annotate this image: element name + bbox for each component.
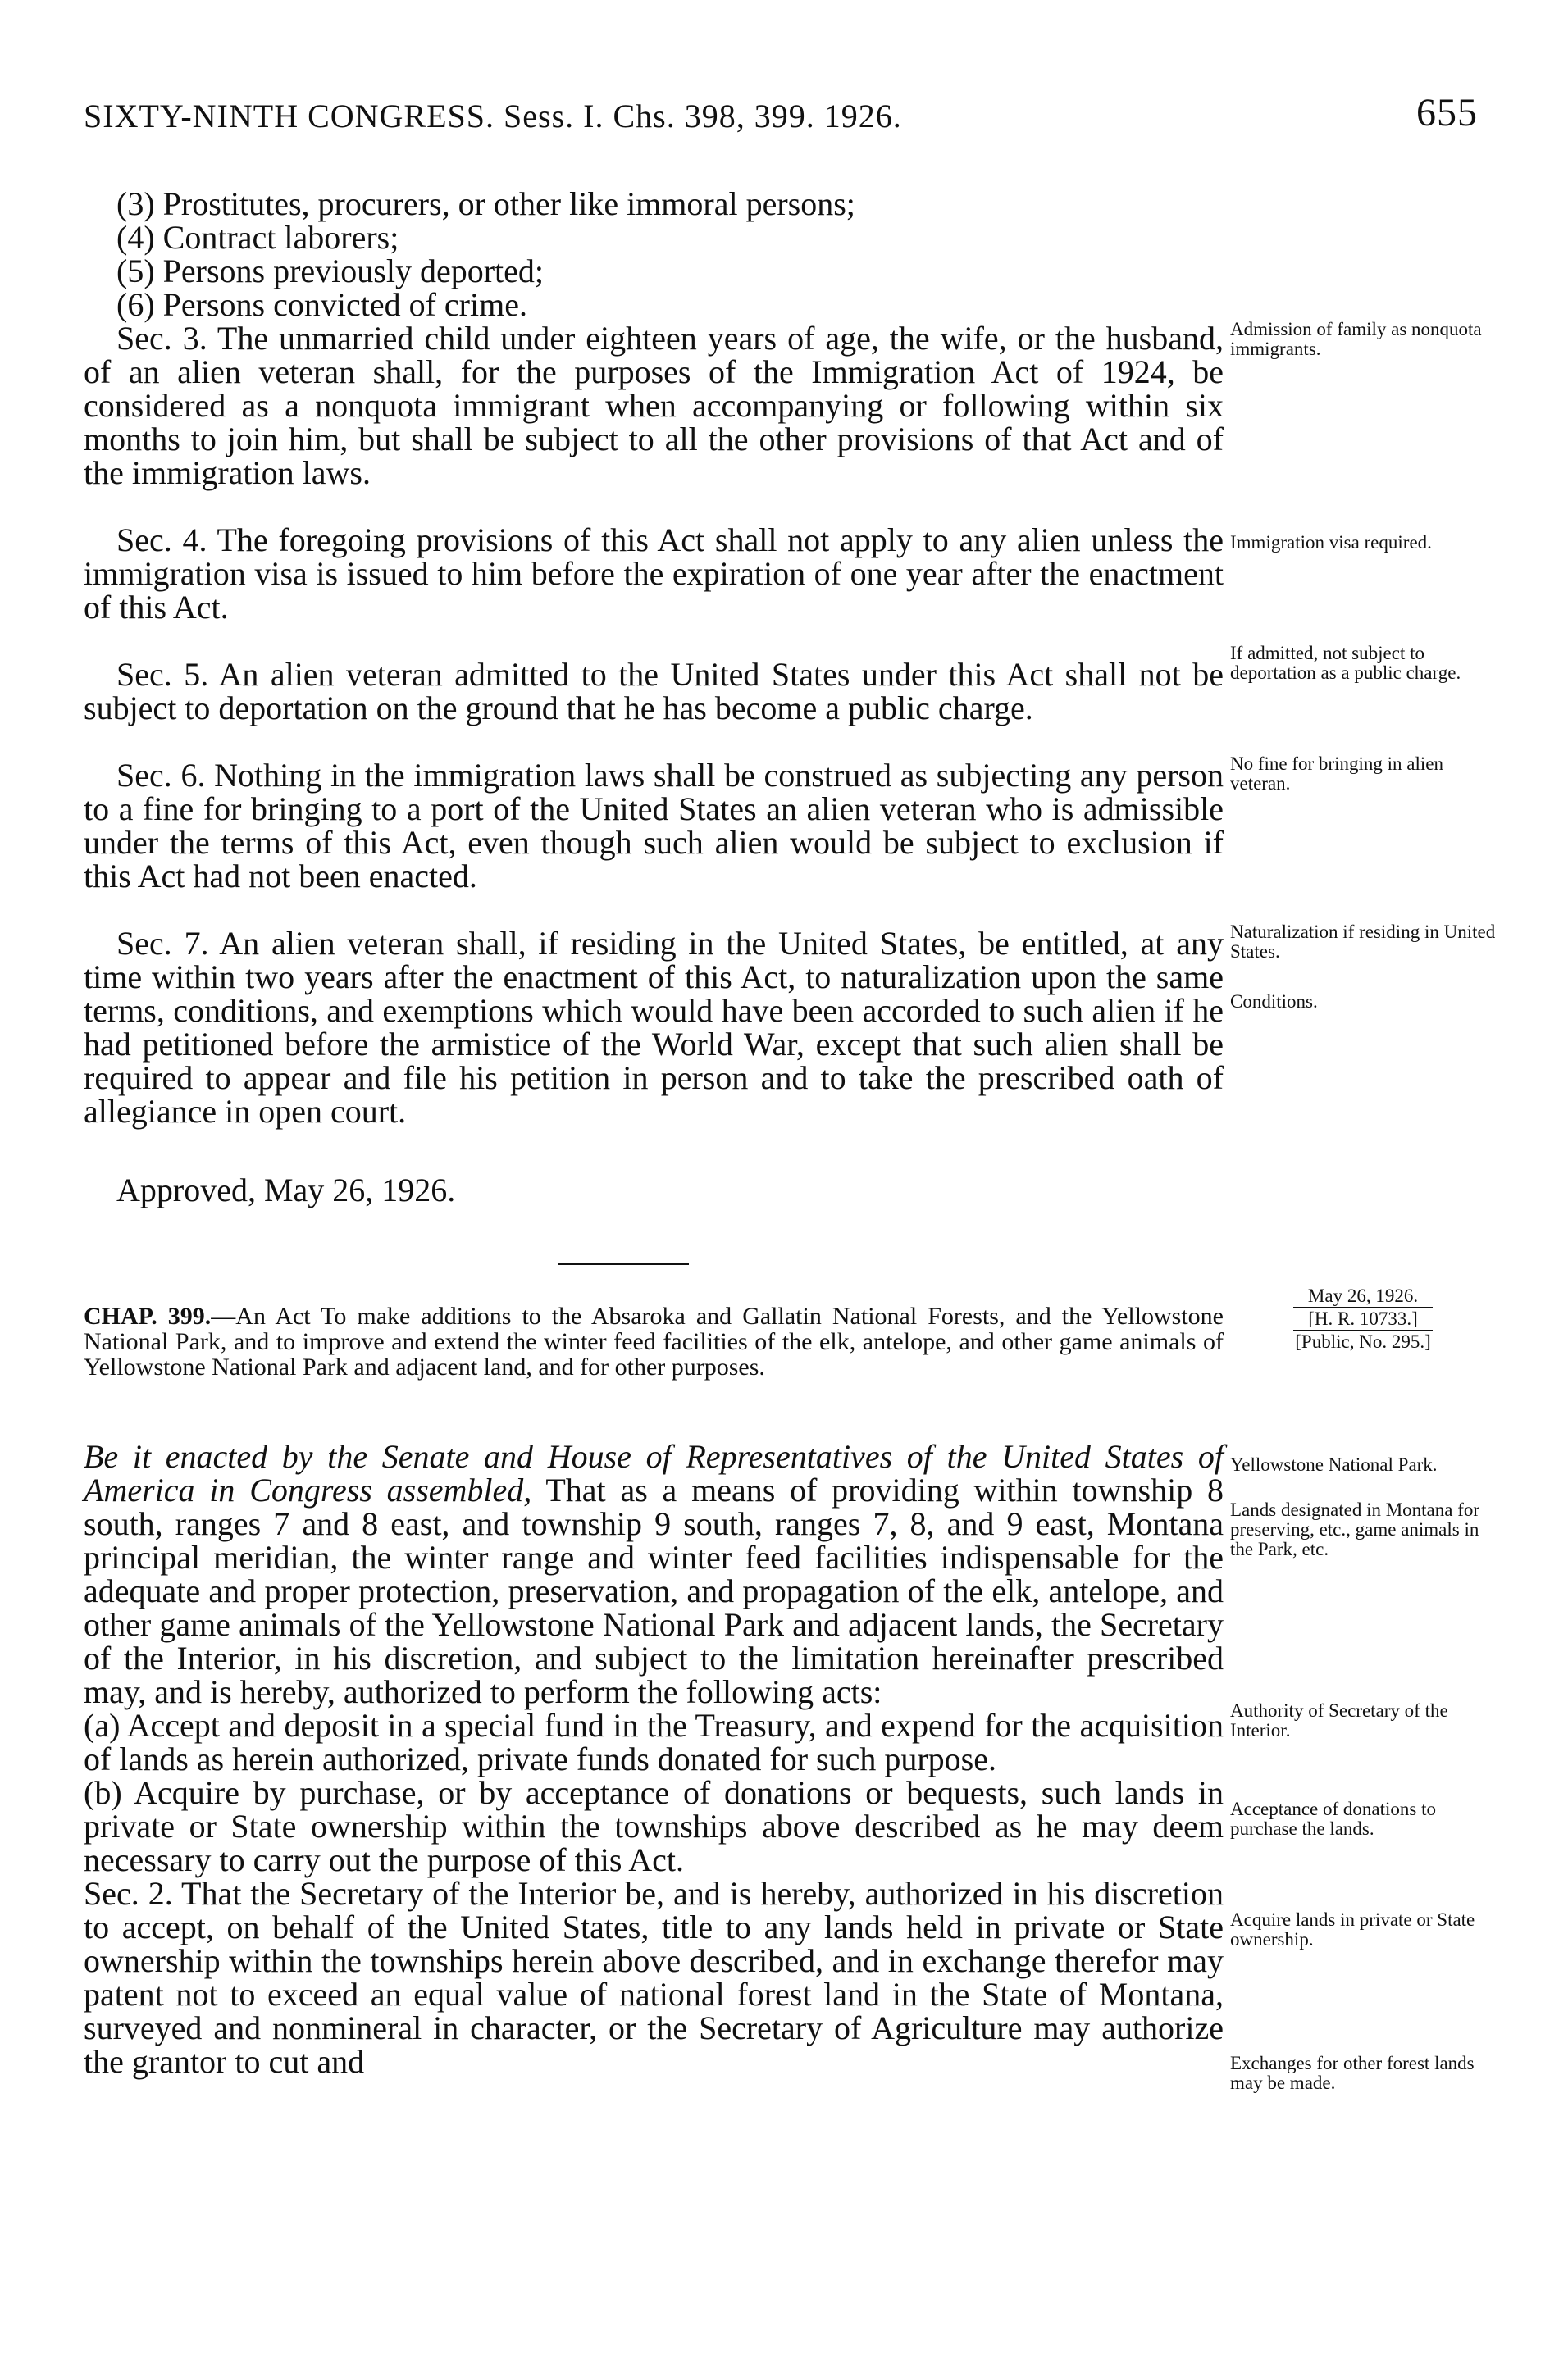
margin-note-authority: Authority of Secretary of the Interior. [1230, 1700, 1448, 1741]
page-number: 655 [1416, 91, 1478, 134]
prohibited-classes-list [84, 187, 1224, 321]
margin-note-yellowstone: Yellowstone National Park. [1230, 1454, 1438, 1475]
section-2-text: Sec. 2. That the Secretary of the Interior be, and is hereby, authorized in his discretion to accept, on behalf of the United States, title to any lands held in private or State ownership within the townships herein above described, and in exchange therefor may patent not to exceed an equal value of national forest land in the State of Montana, surveyed and nonmineral in character, or the Secretary of Agriculture may authorize the grantor to cut and [84, 1875, 1224, 2080]
margin-note-exchanges: Exchanges for other forest lands may be made. [1230, 2053, 1475, 2093]
bill-number: [H. R. 10733.] [1293, 1307, 1433, 1331]
section-5 [84, 658, 1224, 725]
margin-note-lands: Lands designated in Montana for preserving, etc., game animals in the Park, etc. [1230, 1499, 1480, 1559]
margin-note-deportation: If admitted, not subject to deportation as a public charge. [1230, 643, 1461, 683]
margin-note-visa: Immigration visa required. [1230, 532, 1432, 553]
margin-note-family: Admission of family as nonquota immigrants. [1230, 319, 1482, 359]
list-item: (3) Prostitutes, procurers, or other like immoral persons; [116, 185, 855, 222]
list-item: (6) Persons convicted of crime. [116, 286, 527, 323]
approval-date: Approved, May 26, 1926. [116, 1172, 456, 1208]
public-law-number: [Public, No. 295.] [1295, 1331, 1431, 1352]
enacting-clause: Be it enacted by the Senate and House of Representatives of the United States of America in Congress assembled, [84, 1438, 1224, 1509]
section-6 [84, 758, 1224, 893]
enacting-body: That as a means of providing within township 8 south, ranges 7 and 8 east, and township 9 south, ranges 7, 8, and 9 east, Montana principal meridian, the winter range and winter feed facilities indispensable for the adequate and proper protection, preservation, and propagation of the elk, antelope, and other game animals of the Yellowstone National Park and adjacent lands, the Secretary of the Interior, in his discretion, and subject to the limitation hereinafter prescribed may, and is hereby, authorized to perform the following acts: [84, 1472, 1224, 1710]
section-3-text: Sec. 3. The unmarried child under eighteen years of age, the wife, or the husband, of an alien veteran shall, for the purposes of the Immigration Act of 1924, be considered as a nonquota immigrant when accompanying or following within six months to join him, but shall be subject to all the other provisions of that Act and of the immigration laws. [84, 320, 1224, 491]
section-7 [84, 926, 1224, 1128]
list-item: (4) Contract laborers; [116, 219, 399, 256]
enactment-date: May 26, 1926. [1307, 1286, 1419, 1306]
running-head: SIXTY-NINTH CONGRESS. Sess. I. Chs. 398, 399. 1926. [84, 98, 902, 134]
clause-b: (b) Acquire by purchase, or by acceptance of donations or bequests, such lands in private or State ownership within the townships above described as he may deem necessary to carry out the purpose of this Act. [84, 1774, 1224, 1878]
section-5-text: Sec. 5. An alien veteran admitted to the United States under this Act shall not be subject to deportation on the ground that he has become a public charge. [84, 656, 1224, 726]
chapter-399-body [84, 1440, 1224, 2078]
section-6-text: Sec. 6. Nothing in the immigration laws shall be construed as subjecting any person to a fine for bringing to a port of the United States an alien veteran who is admissible under the terms of this Act, even though such alien would be subject to exclusion if this Act had not been enacted. [84, 757, 1224, 894]
enacting-paragraph [84, 1440, 1224, 1709]
chapter-divider [558, 1263, 689, 1265]
section-4-text: Sec. 4. The foregoing provisions of this Act shall not apply to any alien unless the immigration visa is issued to him before the expiration of one year after the enactment of this Act. [84, 521, 1224, 626]
margin-note-acquire: Acquire lands in private or State ownership. [1230, 1909, 1475, 1950]
list-item: (5) Persons previously deported; [116, 253, 545, 289]
chapter-heading [84, 1304, 1224, 1380]
chapter-sidenote [1232, 1286, 1494, 1353]
chapter-number: CHAP. 399. [84, 1303, 212, 1330]
chapter-title: —An Act To make additions to the Absaroka and Gallatin National Forests, and the Yellowstone National Park, and to improve and extend the winter feed facilities of the elk, antelope, and other game animals of Yellowstone National Park and adjacent land, and for other purposes. [84, 1303, 1224, 1381]
margin-note-conditions: Conditions. [1230, 991, 1318, 1012]
clause-a: (a) Accept and deposit in a special fund in the Treasury, and expend for the acquisition of lands as herein authorized, private funds donated for such purpose. [84, 1707, 1224, 1777]
margin-note-donations: Acceptance of donations to purchase the lands. [1230, 1799, 1436, 1839]
section-4 [84, 523, 1224, 624]
margin-note-naturalization: Naturalization if residing in United States. [1230, 922, 1496, 962]
running-header [84, 91, 1478, 146]
section-7-text: Sec. 7. An alien veteran shall, if residing in the United States, be entitled, at any time within two years after the enactment of this Act, to naturalization upon the same terms, conditions, and exemptions which would have been accorded to such alien if he had petitioned before the armistice of the World War, except that such alien shall be required to appear and file his petition in person and to take the prescribed oath of allegiance in open court. [84, 925, 1224, 1130]
section-3 [84, 321, 1224, 489]
margin-note-fine: No fine for bringing in alien veteran. [1230, 753, 1443, 794]
